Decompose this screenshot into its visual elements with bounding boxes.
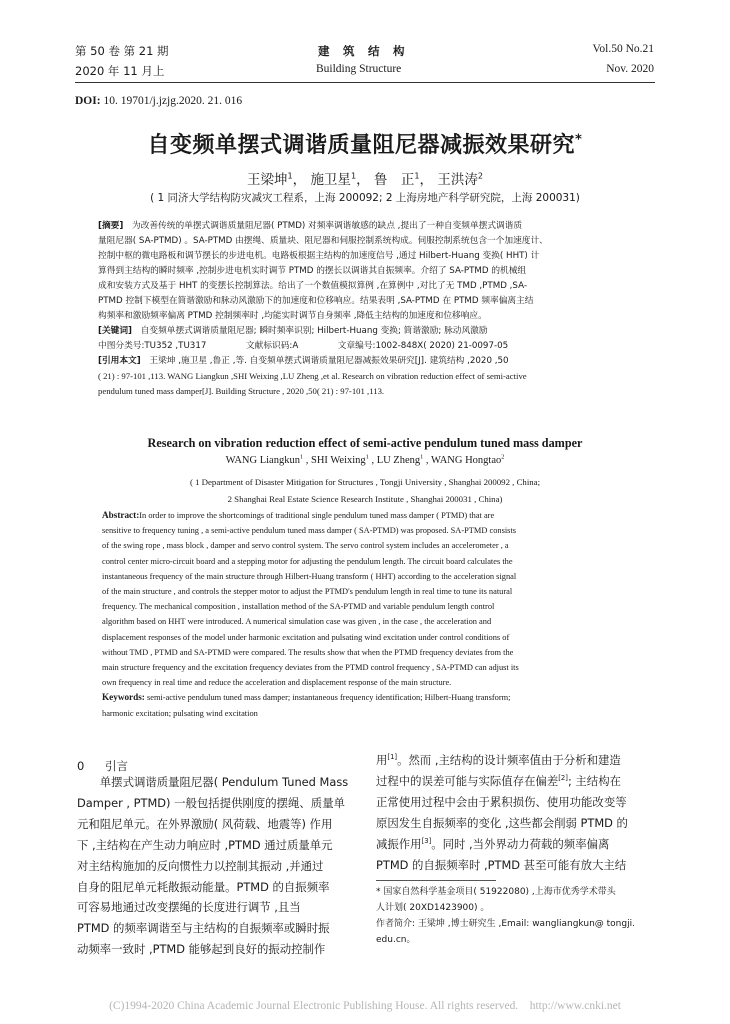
body-right-column (376, 750, 654, 875)
body-line: 自身的阻尼单元耗散振动能量。PTMD 的自振频率 (77, 879, 330, 894)
abstract-en-line: displacement responses of the model under harmonic excitation and pulsating wind excitation under control conditions of (102, 632, 510, 642)
footnote-rule (376, 880, 496, 881)
body-left-column (77, 772, 353, 960)
citation-ref[interactable]: [1] (387, 753, 398, 762)
body-line: 单摆式调谐质量阻尼器( Pendulum Tuned Mass (77, 775, 349, 789)
abstract-cn-label: [摘要] (98, 221, 124, 231)
keywords-en-label: Keywords: (102, 692, 145, 703)
abstract-en-line: sensitive to frequency tuning , a semi-active pendulum tuned mass damper ( SA-PTMD) was proposed. SA-PTMD consists (102, 526, 517, 536)
classification: 中图分类号:TU352 ,TU317 文献标识码:A 文章编号:1002-848X( 2020) 21-0097-05 (98, 341, 509, 351)
doi-label: DOI: (75, 95, 101, 107)
citation-line: pendulum tuned mass damper[J]. Building Structure , 2020 ,50( 21) : 97-101 ,113. (98, 386, 385, 396)
author-2: 施卫星 (310, 172, 351, 188)
doi-value: 10. 19701/j.jzjg.2020. 21. 016 (100, 95, 243, 107)
body-line: 对主结构施加的反向惯性力以控制其振动 ,并通过 (77, 858, 324, 873)
abstract-en-line: main structure frequency and the excitation frequency deviates from the PTMD control frequency , SA-PTMD can adjust its (102, 663, 519, 673)
body-line: 可容易地通过改变摆绳的长度进行调节 ,且当 (77, 900, 301, 915)
title-en: Research on vibration reduction effect of semi-active pendulum tuned mass damper (147, 436, 583, 450)
abstract-cn-line: 控制中枢的微电路板和调节摆长的步进电机。电路板根据主结构的加速度信号 ,通过 Hilbert-Huang 变换( HHT) 计 (98, 251, 540, 261)
abstract-cn-line: 构频率和激励频率偏离 PTMD 控制频率时 ,均能实时调节自身频率 ,降低主结构的加速度和位移响应。 (98, 311, 487, 321)
citation: [引用本文] 王梁坤 ,施卫星 ,鲁正 ,等. 自变频单摆式调谐质量阻尼器减振效果研究[J]. 建筑结构 ,2020 ,50 (98, 356, 509, 366)
abstract-en-line: of the swing rope , mass block , damper and servo control system. The servo control system includes an accelerometer , a (102, 541, 509, 551)
body-line: PTMD 的自振频率时 ,PTMD 甚至可能有放大主结 (376, 857, 627, 872)
title-footnote-mark: * (575, 132, 583, 148)
title-cn: 自变频单摆式调谐质量阻尼器减振效果研究 (147, 133, 576, 158)
author-sep: ， (419, 172, 434, 188)
author-4-affil: 2 (477, 170, 483, 181)
body-line: 元和阻尼单元。在外界激励( 风荷载、地震等) 作用 (77, 816, 333, 831)
abstract-cn-line: 算得到主结构的瞬时频率 ,控制步进电机实时调节 PTMD 的摆长以调谐其自振频率。介绍了 SA-PTMD 的机械组 (98, 266, 527, 276)
abstract-en-line: Abstract:In order to improve the shortcomings of traditional single pendulum tuned mass damper ( PTMD) that are (102, 510, 495, 520)
header-date: 2020 年 11 月上 (75, 64, 165, 78)
citation-ref[interactable]: [2] (558, 774, 568, 783)
header-volume: 第 50 卷 第 21 期 (75, 44, 169, 58)
abstract-cn (98, 219, 638, 399)
doi (75, 95, 242, 107)
header-rule (75, 82, 655, 83)
abstract-en-line: control center micro-circuit board and a stepping motor for adjusting the pendulum length. The circuit board calculates the (102, 556, 513, 566)
affiliation-en: ( 1 Department of Disaster Mitigation for Structures , Tongji University , Shanghai 200092 , China; 2 Shanghai Real Estate Science Research Institute , Shanghai 200031 , China) (189, 477, 541, 504)
author-2-affil: 1 (350, 170, 357, 181)
header-volume-en: Vol.50 No.21 (592, 43, 654, 55)
citation-label: [引用本文] (98, 356, 141, 366)
citation-line: ( 21) : 97-101 ,113. WANG Liangkun ,SHI Weixing ,LU Zheng ,et al. Research on vibration reduction effect of semi-active (98, 371, 527, 381)
author-1: 王梁坤 (246, 172, 288, 188)
header-month-en: Nov. 2020 (606, 63, 654, 75)
abstract-cn-line: 成和安装方式及基于 HHT 的变摆长控制算法。给出了一个数值模拟算例 ,在算例中 ,对比了无 TMD ,PTMD ,SA- (98, 281, 527, 291)
footnote: * 国家自然科学基金项目( 51922080) ,上海市优秀学术带头 人计划( 20XD1423900) 。 作者简介: 王梁坤 ,博士研究生 ,Email: wangliangkun@ tongji. edu.cn。 (376, 887, 635, 945)
authors-cn (0, 168, 730, 188)
body-line: 下 ,主结构在产生动力响应时 ,PTMD 通过质量单元 (77, 837, 333, 852)
citation-ref[interactable]: [3] (421, 836, 432, 845)
header-journal-en: Building Structure (316, 63, 402, 75)
authors-en: WANG Liangkun$^1$ , SHI Weixing$^1$ , LU Zheng$^1$ , WANG Hongtao$^2$ (225, 453, 505, 466)
section-title: 引言 (105, 759, 128, 773)
header-journal-cn: 建 筑 结 构 (318, 44, 406, 58)
author-sep: ， (356, 172, 370, 188)
abstract-cn-line: [摘要] 为改善传统的单摆式调谐质量阻尼器( PTMD) 对频率调谐敏感的缺点 ,提出了一种自变频单摆式调谐质 (98, 221, 523, 231)
body-line: 正常使用过程中会由于累积损伤、使用功能改变等 (376, 794, 627, 809)
section-number: 0 (77, 759, 85, 773)
abstract-en (102, 508, 634, 721)
author-sep: ， (292, 172, 307, 188)
body-line: 原因发生自振频率的变化 ,这些都会削弱 PTMD 的 (376, 815, 628, 830)
author-3-affil: 1 (414, 170, 420, 181)
body-line: 动频率一致时 ,PTMD 能够起到良好的振动控制作 (77, 942, 326, 957)
abstract-en-line: of the main structure , and controls the stepper motor to adjust the PTMD's pendulum length in real time to tune its natural (102, 587, 513, 597)
affiliation-cn: ( 1 同济大学结构防灾减灾工程系，上海 200092; 2 上海房地产科学研究院，上海 200031) (150, 192, 580, 204)
author-3: 鲁 正 (373, 172, 415, 188)
abstract-en-label: Abstract: (102, 510, 140, 520)
keywords-en: Keywords: semi-active pendulum tuned mass damper; instantaneous frequency identification; Hilbert-Huang transform; (102, 692, 511, 703)
keywords-cn-label: [关键词] (98, 326, 133, 336)
page-title (0, 128, 730, 159)
abstract-en-line: frequency. The mechanical composition , installation method of the SA-PTMD and variable pendulum length control (102, 602, 495, 612)
author-4: 王洪涛 (437, 172, 478, 188)
body-line: 减振作用[3]。同时 ,当外界动力荷载的频率偏离 (376, 836, 610, 851)
copyright-watermark: (C)1994-2020 China Academic Journal Electronic Publishing House. All rights reserved. http://www.cnki.net (109, 1000, 621, 1012)
abstract-en-line: own frequency in real time and reduce the acceleration and displacement response of the main structure. (102, 678, 452, 688)
body-line: Damper , PTMD) 一般包括提供刚度的摆绳、质量单 (77, 795, 345, 810)
abstract-en-line: algorithm based on HHT were introduced. A numerical simulation case was given , in the case , the acceleration and (102, 617, 492, 627)
keywords-cn: [关键词] 自变频单摆式调谐质量阻尼器; 瞬时频率识别; Hilbert-Huang 变换; 简谐激励; 脉动风激励 (98, 326, 488, 336)
body-line: PTMD 的频率调谐至与主结构的自振频率或瞬时振 (77, 921, 330, 936)
abstract-en-line: without TMD , PTMD and SA-PTMD were compared. The results show that when the PTMD frequency deviates from the (102, 647, 514, 657)
abstract-cn-line: 量阻尼器( SA-PTMD) 。SA-PTMD 由摆绳、质量块、阻尼器和伺服控制系统构成。伺服控制系统包含一个加速度计、 (98, 236, 548, 246)
abstract-en-line: instantaneous frequency of the main structure through Hilbert-Huang transform ( HHT) according to the acceleration signal (102, 571, 517, 581)
keywords-en-line: harmonic excitation; pulsating wind excitation (102, 708, 258, 718)
author-1-affil: 1 (287, 170, 293, 181)
body-line: 用[1]。然而 ,主结构的设计频率值由于分析和建造 (376, 753, 621, 767)
abstract-cn-line: PTMD 控制下模型在简谐激励和脉动风激励下的加速度和位移响应。结果表明 ,SA-PTMD 在 PTMD 频率偏离主结 (98, 296, 534, 306)
body-line: 过程中的误差可能与实际值存在偏差[2]; 主结构在 (376, 773, 621, 788)
